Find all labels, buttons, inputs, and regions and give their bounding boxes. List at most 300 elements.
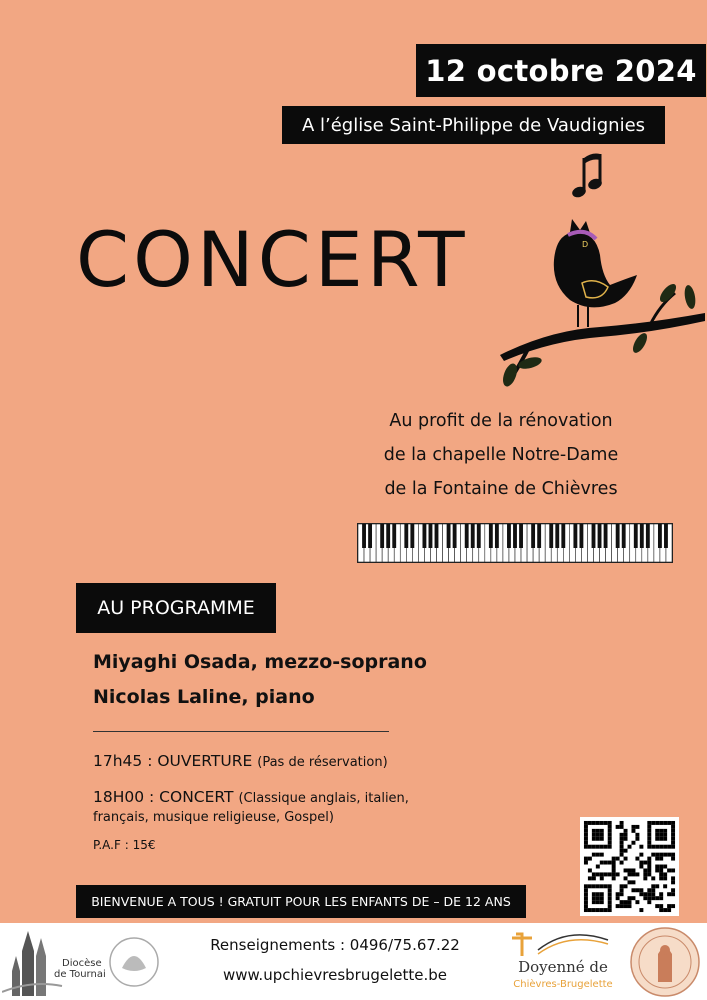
qr-finder-module <box>592 833 596 837</box>
qr-module <box>659 892 663 896</box>
qr-module <box>631 841 635 845</box>
qr-finder-module <box>600 900 604 904</box>
black-key <box>531 524 535 548</box>
qr-module <box>592 876 596 880</box>
qr-finder-module <box>600 884 604 888</box>
qr-module <box>663 872 667 876</box>
qr-finder-module <box>608 837 612 841</box>
qr-module <box>659 857 663 861</box>
qr-module <box>659 865 663 869</box>
qr-finder-module <box>584 841 588 845</box>
qr-module <box>671 880 675 884</box>
qr-finder-module <box>651 845 655 849</box>
qr-module <box>647 865 651 869</box>
doyenne-sub-label: Chièvres-Brugelette <box>513 979 613 990</box>
qr-module <box>639 845 643 849</box>
black-key <box>495 524 499 548</box>
black-key <box>664 524 668 548</box>
qr-module <box>612 876 616 880</box>
qr-module <box>620 888 624 892</box>
event-date: 12 octobre 2024 <box>425 53 697 88</box>
qr-module <box>639 861 643 865</box>
black-key <box>592 524 596 548</box>
qr-finder-module <box>584 825 588 829</box>
qr-module <box>659 872 663 876</box>
qr-module <box>631 880 635 884</box>
qr-module <box>671 892 675 896</box>
qr-finder-module <box>592 829 596 833</box>
qr-module <box>616 896 620 900</box>
qr-module <box>596 872 600 876</box>
qr-module <box>624 904 628 908</box>
qr-module <box>647 888 651 892</box>
black-key <box>598 524 602 548</box>
qr-finder-module <box>663 829 667 833</box>
qr-module <box>631 825 635 829</box>
qr-finder-module <box>584 845 588 849</box>
qr-module <box>647 900 651 904</box>
qr-module <box>647 896 651 900</box>
qr-module <box>655 853 659 857</box>
qr-module <box>639 888 643 892</box>
diocese-line-1: Diocèse <box>62 958 102 969</box>
qr-finder-module <box>647 821 651 825</box>
qr-finder-module <box>651 821 655 825</box>
qr-module <box>628 845 632 849</box>
qr-finder-module <box>647 825 651 829</box>
qr-module <box>631 868 635 872</box>
qr-module <box>600 853 604 857</box>
qr-module <box>612 868 616 872</box>
qr-finder-module <box>608 904 612 908</box>
qr-code-pattern <box>580 817 679 916</box>
qr-module <box>612 861 616 865</box>
qr-finder-module <box>584 892 588 896</box>
black-key <box>549 524 553 548</box>
qr-module <box>624 833 628 837</box>
diocese-logo-text <box>54 958 106 980</box>
qr-finder-module <box>596 837 600 841</box>
qr-module <box>584 857 588 861</box>
black-key <box>435 524 439 548</box>
st-jacques-logo <box>106 926 162 998</box>
black-key <box>646 524 650 548</box>
qr-module <box>655 884 659 888</box>
qr-module <box>612 857 616 861</box>
black-key <box>658 524 662 548</box>
qr-module <box>608 872 612 876</box>
qr-finder-module <box>647 833 651 837</box>
schedule-item-2 <box>93 788 409 806</box>
qr-finder-module <box>596 829 600 833</box>
qr-finder-module <box>647 841 651 845</box>
qr-module <box>616 857 620 861</box>
black-key <box>513 524 517 548</box>
qr-module <box>655 865 659 869</box>
qr-module <box>596 853 600 857</box>
schedule-note-1: (Pas de réservation) <box>257 755 388 770</box>
concert-title: CONCERT <box>76 215 469 304</box>
qr-module <box>667 904 671 908</box>
qr-code[interactable] <box>580 817 679 916</box>
qr-finder-module <box>671 837 675 841</box>
qr-finder-module <box>655 829 659 833</box>
qr-finder-module <box>671 829 675 833</box>
qr-finder-module <box>584 829 588 833</box>
black-key <box>579 524 583 548</box>
qr-module <box>616 904 620 908</box>
qr-finder-module <box>655 833 659 837</box>
qr-module <box>663 876 667 880</box>
qr-finder-module <box>592 908 596 912</box>
black-key <box>507 524 511 548</box>
qr-finder-module <box>600 821 604 825</box>
qr-module <box>600 876 604 880</box>
black-key <box>555 524 559 548</box>
qr-finder-module <box>596 908 600 912</box>
qr-module <box>655 857 659 861</box>
price-text: P.A.F : 15€ <box>93 838 156 852</box>
qr-module <box>635 825 639 829</box>
qr-module <box>600 861 604 865</box>
qr-module <box>663 884 667 888</box>
qr-finder-module <box>659 845 663 849</box>
benefit-line-2: de la chapelle Notre-Dame <box>383 445 619 465</box>
qr-module <box>671 853 675 857</box>
qr-finder-module <box>584 896 588 900</box>
qr-module <box>651 876 655 880</box>
qr-finder-module <box>663 833 667 837</box>
program-heading-box <box>76 583 276 633</box>
qr-finder-module <box>604 821 608 825</box>
qr-finder-module <box>663 845 667 849</box>
qr-finder-module <box>671 841 675 845</box>
qr-finder-module <box>584 908 588 912</box>
qr-module <box>592 853 596 857</box>
qr-module <box>620 821 624 825</box>
qr-module <box>628 904 632 908</box>
qr-module <box>635 900 639 904</box>
qr-module <box>671 888 675 892</box>
qr-module <box>651 896 655 900</box>
black-key <box>362 524 366 548</box>
qr-module <box>659 896 663 900</box>
black-key <box>561 524 565 548</box>
welcome-text: BIENVENUE A TOUS ! GRATUIT POUR LES ENFANTS DE – DE 12 ANS <box>91 894 511 909</box>
qr-module <box>647 857 651 861</box>
qr-module <box>647 861 651 865</box>
qr-module <box>631 896 635 900</box>
qr-finder-module <box>596 884 600 888</box>
qr-finder-module <box>584 837 588 841</box>
qr-module <box>628 872 632 876</box>
program-heading: AU PROGRAMME <box>97 597 255 619</box>
benefit-line-1: Au profit de la rénovation <box>389 411 613 431</box>
qr-module <box>620 825 624 829</box>
qr-module <box>616 825 620 829</box>
qr-finder-module <box>592 896 596 900</box>
qr-module <box>647 872 651 876</box>
qr-module <box>620 837 624 841</box>
qr-finder-module <box>600 845 604 849</box>
qr-finder-module <box>608 900 612 904</box>
black-key <box>519 524 523 548</box>
qr-finder-module <box>667 821 671 825</box>
qr-module <box>588 868 592 872</box>
qr-finder-module <box>671 845 675 849</box>
qr-module <box>620 833 624 837</box>
qr-finder-module <box>592 821 596 825</box>
qr-module <box>620 904 624 908</box>
music-note-icon <box>570 150 606 206</box>
qr-finder-module <box>604 845 608 849</box>
info-phone: Renseignements : 0496/75.67.22 <box>210 936 460 954</box>
qr-module <box>616 892 620 896</box>
notre-dame-seal <box>622 924 707 1000</box>
qr-module <box>624 829 628 833</box>
qr-finder-module <box>647 837 651 841</box>
qr-finder-module <box>600 892 604 896</box>
piano-keys <box>358 524 672 562</box>
qr-module <box>628 900 632 904</box>
qr-module <box>655 896 659 900</box>
qr-module <box>643 892 647 896</box>
black-key <box>640 524 644 548</box>
qr-finder-module <box>671 825 675 829</box>
qr-finder-module <box>592 845 596 849</box>
qr-module <box>639 892 643 896</box>
qr-finder-module <box>604 908 608 912</box>
qr-module <box>620 861 624 865</box>
qr-finder-module <box>647 829 651 833</box>
qr-module <box>620 841 624 845</box>
qr-finder-module <box>596 845 600 849</box>
qr-module <box>671 868 675 872</box>
qr-module <box>624 900 628 904</box>
black-key <box>622 524 626 548</box>
qr-module <box>635 888 639 892</box>
black-key <box>471 524 475 548</box>
qr-module <box>584 861 588 865</box>
diocese-line-2: de Tournai <box>54 969 106 980</box>
qr-module <box>643 896 647 900</box>
qr-finder-module <box>600 833 604 837</box>
doyenne-label: Doyenné de <box>518 958 608 976</box>
qr-finder-module <box>663 837 667 841</box>
benefit-line-3: de la Fontaine de Chièvres <box>384 479 618 499</box>
schedule-label-1: 17h45 : OUVERTURE <box>93 752 253 770</box>
qr-finder-module <box>671 821 675 825</box>
qr-module <box>620 892 624 896</box>
qr-finder-module <box>608 825 612 829</box>
black-key <box>447 524 451 548</box>
qr-module <box>663 908 667 912</box>
qr-module <box>588 857 592 861</box>
qr-module <box>631 829 635 833</box>
qr-module <box>620 845 624 849</box>
artist-2: Nicolas Laline, piano <box>93 686 315 708</box>
svg-text:D: D <box>582 240 589 249</box>
qr-module <box>643 872 647 876</box>
qr-module <box>643 861 647 865</box>
qr-finder-module <box>608 829 612 833</box>
black-key <box>604 524 608 548</box>
qr-module <box>635 837 639 841</box>
qr-finder-module <box>608 845 612 849</box>
qr-module <box>667 908 671 912</box>
qr-finder-module <box>584 884 588 888</box>
qr-finder-module <box>584 821 588 825</box>
qr-module <box>588 876 592 880</box>
qr-finder-module <box>655 837 659 841</box>
welcome-banner <box>76 885 526 918</box>
qr-finder-module <box>608 908 612 912</box>
qr-module <box>608 861 612 865</box>
qr-finder-module <box>655 845 659 849</box>
qr-module <box>659 853 663 857</box>
black-key <box>392 524 396 548</box>
qr-module <box>655 868 659 872</box>
qr-finder-module <box>659 821 663 825</box>
artist-1: Miyaghi Osada, mezzo-soprano <box>93 651 427 673</box>
qr-module <box>667 868 671 872</box>
qr-module <box>651 884 655 888</box>
qr-module <box>667 892 671 896</box>
qr-module <box>651 853 655 857</box>
qr-module <box>628 896 632 900</box>
website-link[interactable]: www.upchievresbrugelette.be <box>223 966 447 984</box>
qr-module <box>643 876 647 880</box>
qr-module <box>596 865 600 869</box>
schedule-note-2: (Classique anglais, italien, <box>238 791 409 806</box>
black-key <box>537 524 541 548</box>
qr-finder-module <box>659 833 663 837</box>
schedule-label-2: 18H00 : CONCERT <box>93 788 234 806</box>
qr-finder-module <box>592 892 596 896</box>
qr-module <box>604 861 608 865</box>
qr-module <box>600 872 604 876</box>
qr-module <box>667 853 671 857</box>
black-key <box>573 524 577 548</box>
qr-finder-module <box>671 833 675 837</box>
qr-finder-module <box>596 821 600 825</box>
bird-illustration <box>490 205 707 390</box>
qr-module <box>659 904 663 908</box>
qr-finder-module <box>659 829 663 833</box>
qr-module <box>635 833 639 837</box>
qr-finder-module <box>588 845 592 849</box>
benefit-text <box>365 404 637 506</box>
divider <box>93 731 389 732</box>
qr-module <box>620 900 624 904</box>
qr-module <box>659 876 663 880</box>
qr-module <box>651 892 655 896</box>
qr-finder-module <box>592 900 596 904</box>
qr-finder-module <box>600 837 604 841</box>
black-key <box>404 524 408 548</box>
black-key <box>410 524 414 548</box>
qr-module <box>624 857 628 861</box>
qr-module <box>624 849 628 853</box>
qr-finder-module <box>667 845 671 849</box>
venue-banner <box>282 106 665 144</box>
qr-module <box>624 837 628 841</box>
black-key <box>368 524 372 548</box>
qr-module <box>659 868 663 872</box>
qr-finder-module <box>596 896 600 900</box>
qr-module <box>612 872 616 876</box>
qr-module <box>624 884 628 888</box>
black-key <box>422 524 426 548</box>
qr-finder-module <box>608 884 612 888</box>
qr-finder-module <box>592 884 596 888</box>
qr-finder-module <box>608 892 612 896</box>
qr-module <box>592 872 596 876</box>
piano-keyboard <box>357 523 673 563</box>
black-key <box>616 524 620 548</box>
qr-finder-module <box>588 821 592 825</box>
qr-module <box>631 872 635 876</box>
qr-finder-module <box>608 896 612 900</box>
qr-module <box>671 876 675 880</box>
qr-module <box>647 868 651 872</box>
qr-module <box>671 857 675 861</box>
qr-finder-module <box>596 833 600 837</box>
qr-finder-module <box>608 821 612 825</box>
qr-module <box>620 884 624 888</box>
qr-module <box>643 868 647 872</box>
qr-finder-module <box>584 833 588 837</box>
qr-module <box>639 908 643 912</box>
qr-finder-module <box>608 841 612 845</box>
qr-finder-module <box>604 884 608 888</box>
qr-module <box>647 892 651 896</box>
qr-module <box>604 872 608 876</box>
qr-finder-module <box>600 829 604 833</box>
qr-module <box>616 872 620 876</box>
qr-finder-module <box>659 837 663 841</box>
qr-finder-module <box>647 845 651 849</box>
qr-finder-module <box>608 888 612 892</box>
qr-module <box>620 853 624 857</box>
qr-module <box>663 865 667 869</box>
qr-module <box>639 865 643 869</box>
qr-module <box>659 908 663 912</box>
black-key <box>386 524 390 548</box>
qr-module <box>612 865 616 869</box>
qr-finder-module <box>588 908 592 912</box>
qr-finder-module <box>663 821 667 825</box>
schedule-item-1 <box>93 752 388 770</box>
qr-module <box>663 853 667 857</box>
qr-module <box>651 888 655 892</box>
black-key <box>465 524 469 548</box>
date-banner <box>416 44 706 97</box>
qr-module <box>620 849 624 853</box>
qr-module <box>624 868 628 872</box>
qr-module <box>628 868 632 872</box>
qr-finder-module <box>584 900 588 904</box>
qr-module <box>639 853 643 857</box>
qr-finder-module <box>596 900 600 904</box>
qr-module <box>635 857 639 861</box>
qr-finder-module <box>600 896 604 900</box>
black-key <box>429 524 433 548</box>
qr-module <box>655 904 659 908</box>
qr-finder-module <box>584 888 588 892</box>
qr-finder-module <box>655 821 659 825</box>
black-key <box>380 524 384 548</box>
